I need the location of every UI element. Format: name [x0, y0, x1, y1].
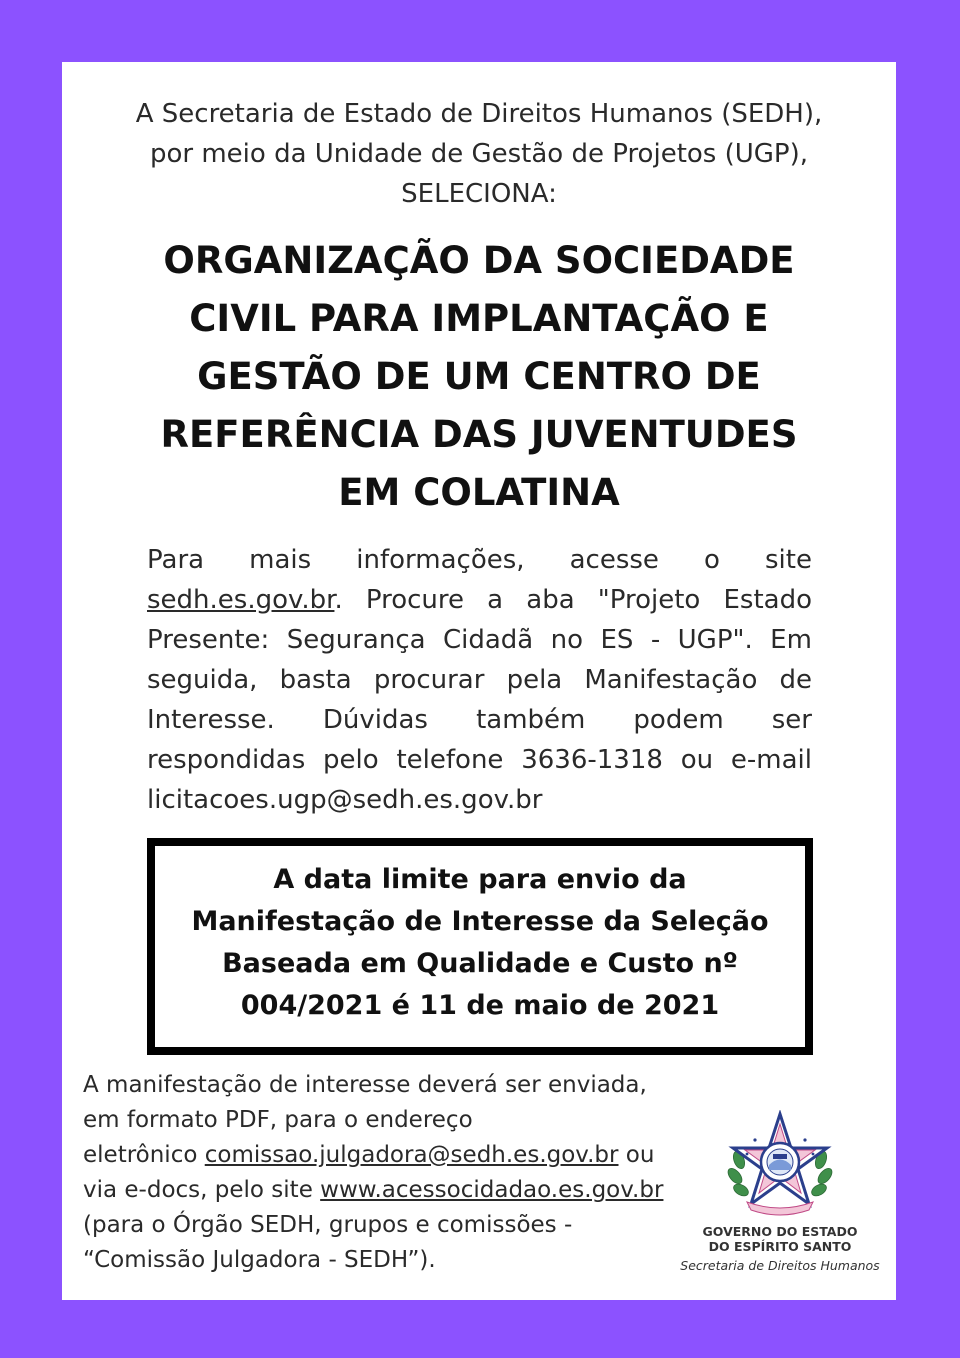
footer-line: A manifestação de interesse deverá ser enviada,: [83, 1072, 647, 1098]
info-line: [147, 620, 812, 660]
info-word: Cidadã: [442, 625, 534, 655]
info-line: [147, 740, 812, 780]
info-word: também: [476, 705, 586, 735]
info-word: aba: [526, 585, 575, 615]
secretariat-name: Secretaria de Direitos Humanos: [680, 1258, 880, 1273]
deadline-box: [147, 838, 813, 1055]
info-word: ES: [600, 625, 634, 655]
info-word: procurar: [373, 665, 485, 695]
info-word: ou: [680, 745, 714, 775]
phone-number: 3636-1318: [521, 745, 663, 775]
intro-text: [62, 94, 896, 214]
footer-line: “Comissão Julgadora - SEDH”).: [83, 1247, 436, 1273]
info-word: telefone: [396, 745, 504, 775]
info-paragraph: [147, 540, 812, 820]
info-word: Em: [770, 625, 812, 655]
footer-line: [83, 1138, 683, 1173]
footer-text-segment: eletrônico: [83, 1142, 205, 1168]
footer-text-segment: via e-docs, pelo site: [83, 1177, 321, 1203]
info-word: Presente:: [147, 625, 270, 655]
commission-email-link[interactable]: comissao.julgadora@sedh.es.gov.br: [204, 1142, 619, 1168]
info-line: [147, 780, 812, 820]
info-word: Manifestação: [584, 665, 758, 695]
info-word: pela: [506, 665, 563, 695]
government-logo: [670, 1110, 890, 1290]
info-word: Para: [147, 545, 205, 575]
info-word: Interesse.: [147, 705, 275, 735]
info-word: [147, 580, 343, 620]
info-word: basta: [279, 665, 352, 695]
headline: [62, 232, 896, 522]
info-line: [147, 700, 812, 740]
info-word: "Projeto: [597, 585, 701, 615]
gov-name-line: DO ESPÍRITO SANTO: [708, 1239, 852, 1254]
announcement-card: [62, 62, 896, 1300]
headline-line: ORGANIZAÇÃO DA SOCIEDADE: [163, 239, 795, 282]
intro-line: por meio da Unidade de Gestão de Projetos (UGP),: [149, 139, 809, 169]
info-word: Procure: [365, 585, 465, 615]
headline-line: EM COLATINA: [338, 471, 620, 514]
info-word: seguida,: [147, 665, 258, 695]
footer-line: (para o Órgão SEDH, grupos e comissões -: [83, 1212, 573, 1238]
info-word: a: [487, 585, 504, 615]
headline-line: CIVIL PARA IMPLANTAÇÃO E: [189, 297, 769, 340]
footer-line: em formato PDF, para o endereço: [83, 1107, 473, 1133]
headline-line: GESTÃO DE UM CENTRO DE: [197, 355, 761, 398]
info-word: -: [650, 625, 661, 655]
info-line: [147, 660, 812, 700]
info-word: Segurança: [286, 625, 426, 655]
submission-instructions: [83, 1068, 683, 1278]
info-word: de: [779, 665, 812, 695]
acessocidadao-site-link[interactable]: www.acessocidadao.es.gov.br: [320, 1177, 664, 1203]
deadline-line: Baseada em Qualidade e Custo nº: [222, 948, 738, 979]
sedh-site-link[interactable]: sedh.es.gov.br: [147, 585, 335, 615]
info-word: o: [704, 545, 720, 575]
info-word: respondidas: [147, 745, 306, 775]
info-word: podem: [633, 705, 724, 735]
intro-line: SELECIONA:: [401, 179, 557, 209]
info-line: [147, 580, 812, 620]
info-word: Dúvidas: [322, 705, 428, 735]
state-coat-of-arms-icon: [725, 1110, 835, 1218]
footer-text-segment: ou: [618, 1142, 655, 1168]
info-word: site: [765, 545, 812, 575]
footer-line: [83, 1173, 683, 1208]
info-word: e-mail: [730, 745, 812, 775]
info-word: no: [550, 625, 584, 655]
info-word: UGP".: [677, 625, 753, 655]
gov-name-line: GOVERNO DO ESTADO: [702, 1224, 858, 1239]
info-word: Estado: [723, 585, 812, 615]
intro-line: A Secretaria de Estado de Direitos Humanos (SEDH),: [135, 99, 823, 129]
deadline-line: Manifestação de Interesse da Seleção: [191, 906, 769, 937]
contact-email: licitacoes.ugp@sedh.es.gov.br: [147, 785, 543, 815]
deadline-line: 004/2021 é 11 de maio de 2021: [240, 990, 720, 1021]
info-punct: .: [334, 585, 343, 615]
headline-line: REFERÊNCIA DAS JUVENTUDES: [160, 413, 798, 456]
info-word: acesse: [569, 545, 659, 575]
info-word: informações,: [356, 545, 525, 575]
info-word: mais: [249, 545, 312, 575]
info-word: ser: [771, 705, 812, 735]
deadline-line: A data limite para envio da: [273, 864, 687, 895]
info-line: [147, 540, 812, 580]
info-word: pelo: [323, 745, 379, 775]
